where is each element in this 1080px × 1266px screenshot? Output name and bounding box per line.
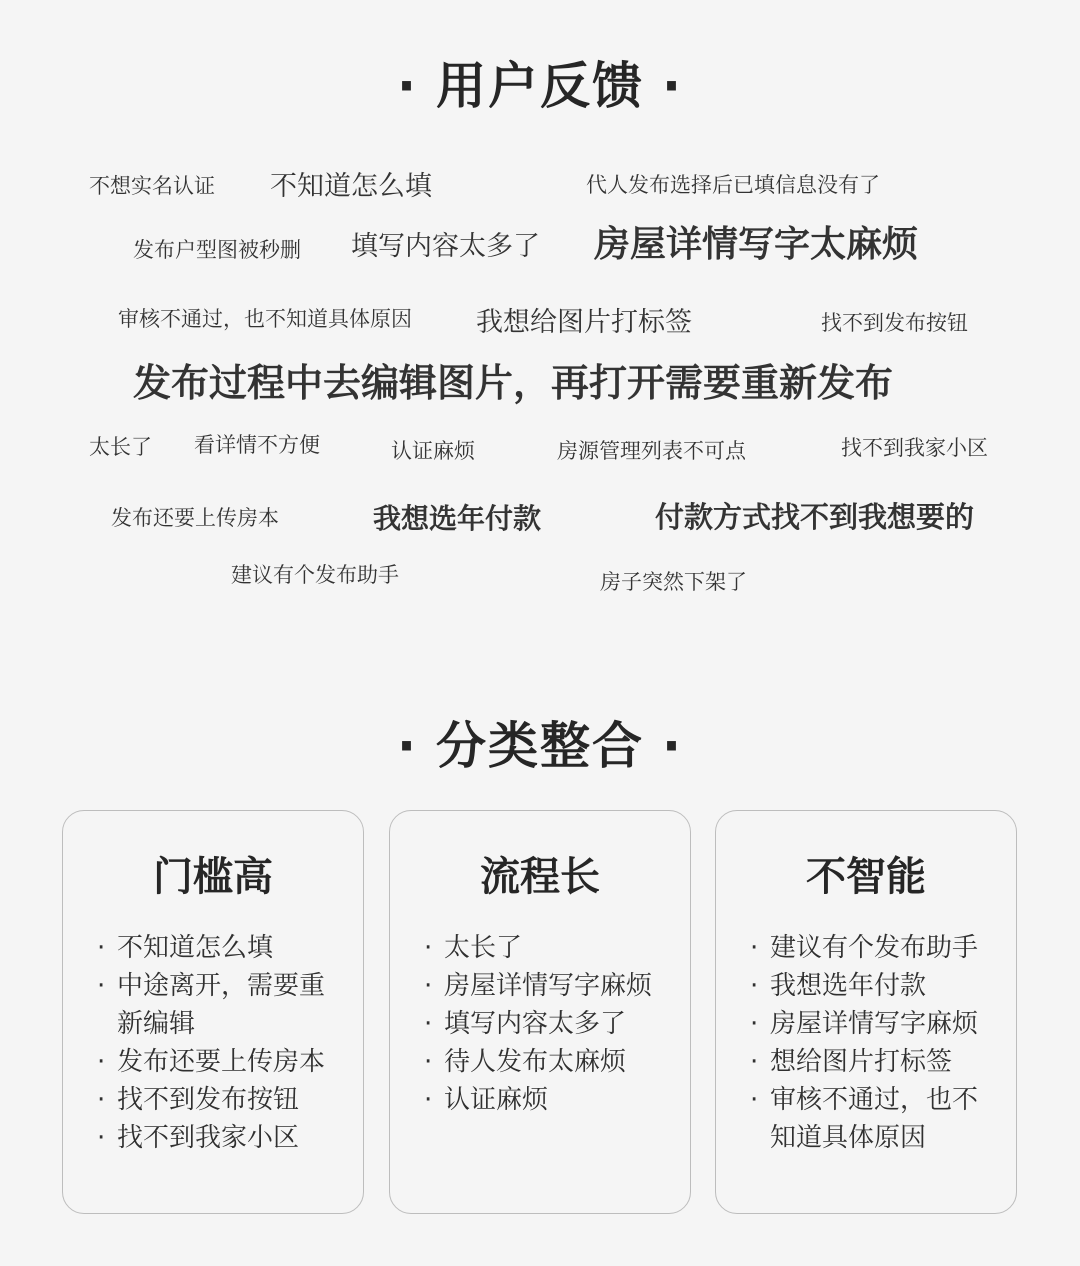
bullet: · — [97, 1047, 106, 1077]
bullet: · — [750, 1009, 759, 1039]
card-list-item — [97, 967, 343, 1043]
card-list-item-text: 认证麻烦 — [444, 1085, 549, 1115]
feedback-item: 填写内容太多了 — [351, 231, 540, 262]
card-list-item-text: 房屋详情写字麻烦 — [770, 1009, 979, 1039]
feedback-item: 找不到发布按钮 — [821, 311, 968, 335]
feedback-item: 发布户型图被秒删 — [133, 238, 301, 262]
card-list-item — [97, 929, 343, 967]
feedback-item: 认证麻烦 — [391, 439, 475, 463]
card-list-item-text: 中途离开，需要重新编辑 — [117, 971, 326, 1039]
feedback-item: 太长了 — [89, 435, 152, 459]
category-title-text: 分类整合 — [436, 717, 644, 775]
feedback-item: 我想给图片打标签 — [476, 307, 692, 338]
bullet: · — [424, 1009, 433, 1039]
feedback-item: 代人发布选择后已填信息没有了 — [586, 173, 880, 197]
card-list-item-text: 不知道怎么填 — [117, 933, 274, 963]
bullet: · — [424, 971, 433, 1001]
card-list-item-text: 太长了 — [444, 933, 523, 963]
title-dot-left: · — [397, 57, 418, 115]
category-section-title — [0, 706, 1080, 778]
card-list-item — [750, 1043, 996, 1081]
card-list-item-text: 审核不通过，也不知道具体原因 — [770, 1085, 979, 1153]
card-title: 不智能 — [806, 854, 926, 900]
bullet: · — [424, 1047, 433, 1077]
bullet: · — [97, 971, 106, 1001]
card-list-item-text: 发布还要上传房本 — [117, 1047, 326, 1077]
card-title: 门槛高 — [153, 854, 273, 900]
feedback-item: 发布过程中去编辑图片，再打开需要重新发布 — [133, 361, 894, 405]
category-card-not-smart — [715, 810, 1017, 1214]
card-list-item — [750, 929, 996, 967]
title-dot-right: · — [662, 57, 683, 115]
card-list-item — [424, 929, 670, 967]
bullet: · — [750, 1085, 759, 1115]
card-list-item-text: 我想选年付款 — [770, 971, 927, 1001]
bullet: · — [97, 1123, 106, 1153]
bullet: · — [750, 971, 759, 1001]
bullet: · — [424, 933, 433, 963]
feedback-item: 付款方式找不到我想要的 — [655, 500, 975, 534]
feedback-item: 我想选年付款 — [373, 502, 542, 535]
category-card-long-process — [389, 810, 691, 1214]
card-list-item-text: 填写内容太多了 — [444, 1009, 627, 1039]
feedback-item: 找不到我家小区 — [841, 436, 988, 460]
card-title: 流程长 — [480, 854, 600, 900]
feedback-item: 房源管理列表不可点 — [557, 439, 746, 463]
category-card-high-barrier — [62, 810, 364, 1214]
card-list — [424, 929, 670, 1119]
card-list-item — [424, 1081, 670, 1119]
feedback-item: 不想实名认证 — [89, 174, 215, 198]
card-list-item — [424, 1043, 670, 1081]
bullet: · — [97, 933, 106, 963]
card-list-item — [97, 1043, 343, 1081]
feedback-item: 不知道怎么填 — [270, 171, 432, 202]
card-list-item-text: 想给图片打标签 — [770, 1047, 953, 1077]
card-list — [97, 929, 343, 1157]
title-dot-right: · — [662, 717, 683, 775]
title-dot-left: · — [397, 717, 418, 775]
feedback-item: 看详情不方便 — [194, 433, 320, 457]
card-list-item — [750, 1081, 996, 1157]
feedback-item: 建议有个发布助手 — [231, 563, 399, 587]
card-list-item-text: 房屋详情写字麻烦 — [444, 971, 653, 1001]
card-list-item — [424, 1005, 670, 1043]
bullet: · — [750, 1047, 759, 1077]
card-list-item — [750, 1005, 996, 1043]
bullet: · — [97, 1085, 106, 1115]
card-list-item — [97, 1119, 343, 1157]
bullet: · — [424, 1085, 433, 1115]
card-list-item-text: 找不到我家小区 — [117, 1123, 300, 1153]
feedback-item: 房子突然下架了 — [600, 570, 747, 594]
card-list-item — [424, 967, 670, 1005]
feedback-title-text: 用户反馈 — [436, 57, 644, 115]
card-list-item-text: 建议有个发布助手 — [770, 933, 979, 963]
card-list — [750, 929, 996, 1157]
card-list-item-text: 待人发布太麻烦 — [444, 1047, 627, 1077]
card-list-item — [97, 1081, 343, 1119]
card-list-item — [750, 967, 996, 1005]
feedback-item: 审核不通过，也不知道具体原因 — [118, 307, 412, 331]
bullet: · — [750, 933, 759, 963]
feedback-item: 房屋详情写字太麻烦 — [594, 224, 919, 265]
feedback-item: 发布还要上传房本 — [111, 506, 279, 530]
card-list-item-text: 找不到发布按钮 — [117, 1085, 300, 1115]
